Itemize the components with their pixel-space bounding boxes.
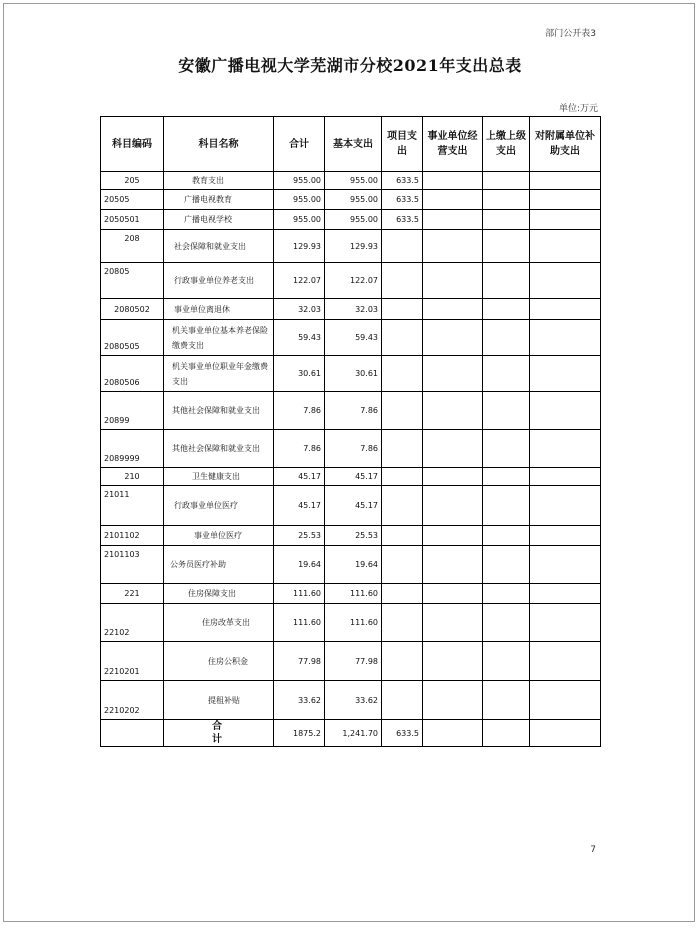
row-name: 事业单位医疗 — [164, 526, 274, 546]
row-project — [382, 230, 423, 263]
row-operating — [423, 642, 483, 681]
row-project: 633.5 — [382, 210, 423, 230]
row-code: 21011 — [101, 486, 164, 526]
row-operating — [423, 584, 483, 604]
row-total: 7.86 — [274, 392, 325, 430]
row-name: 行政事业单位养老支出 — [164, 263, 274, 299]
row-project — [382, 430, 423, 468]
row-code: 20505 — [101, 190, 164, 210]
row-basic: 111.60 — [325, 584, 382, 604]
row-remit-superior — [483, 604, 530, 642]
total-code-empty — [101, 720, 164, 747]
table-row — [101, 430, 601, 468]
row-subsidiary-subsidy — [530, 210, 601, 230]
row-operating — [423, 172, 483, 190]
row-project: 633.5 — [382, 190, 423, 210]
row-basic: 25.53 — [325, 526, 382, 546]
column-header: 对附属单位补助支出 — [530, 117, 601, 172]
row-remit-superior — [483, 392, 530, 430]
column-header: 合计 — [274, 117, 325, 172]
row-remit-superior — [483, 526, 530, 546]
total-project: 633.5 — [382, 720, 423, 747]
row-project — [382, 546, 423, 584]
column-header: 项目支出 — [382, 117, 423, 172]
total-basic: 1,241.70 — [325, 720, 382, 747]
row-project — [382, 486, 423, 526]
row-total: 25.53 — [274, 526, 325, 546]
table-row — [101, 299, 601, 320]
row-basic: 45.17 — [325, 468, 382, 486]
row-basic: 955.00 — [325, 172, 382, 190]
row-code: 221 — [101, 584, 164, 604]
row-total: 111.60 — [274, 604, 325, 642]
row-basic: 30.61 — [325, 356, 382, 392]
row-subsidiary-subsidy — [530, 526, 601, 546]
row-total: 111.60 — [274, 584, 325, 604]
table-row — [101, 263, 601, 299]
row-name: 卫生健康支出 — [164, 468, 274, 486]
row-basic: 32.03 — [325, 299, 382, 320]
row-remit-superior — [483, 210, 530, 230]
row-total: 59.43 — [274, 320, 325, 356]
row-total: 129.93 — [274, 230, 325, 263]
total-label: 合计 — [164, 720, 274, 747]
row-code: 2089999 — [101, 430, 164, 468]
unit-label: 单位:万元 — [558, 104, 598, 114]
row-subsidiary-subsidy — [530, 392, 601, 430]
row-remit-superior — [483, 263, 530, 299]
total-operating — [423, 720, 483, 747]
row-code: 2080506 — [101, 356, 164, 392]
row-total: 19.64 — [274, 546, 325, 584]
total-remit-superior — [483, 720, 530, 747]
table-row — [101, 392, 601, 430]
total-row — [101, 720, 601, 747]
table-row — [101, 604, 601, 642]
row-total: 7.86 — [274, 430, 325, 468]
row-total: 122.07 — [274, 263, 325, 299]
expense-table — [100, 116, 601, 747]
table-header-row — [101, 117, 601, 172]
row-remit-superior — [483, 190, 530, 210]
row-name: 机关事业单位职业年金缴费支出 — [164, 356, 274, 392]
row-operating — [423, 356, 483, 392]
row-remit-superior — [483, 584, 530, 604]
row-code: 20805 — [101, 263, 164, 299]
row-basic: 955.00 — [325, 210, 382, 230]
row-total: 45.17 — [274, 486, 325, 526]
table-row — [101, 546, 601, 584]
table-row — [101, 468, 601, 486]
row-name: 住房改革支出 — [164, 604, 274, 642]
row-name: 广播电视学校 — [164, 210, 274, 230]
row-name: 提租补贴 — [164, 681, 274, 720]
row-project — [382, 526, 423, 546]
row-code: 2210202 — [101, 681, 164, 720]
row-code: 205 — [101, 172, 164, 190]
table-row — [101, 172, 601, 190]
row-total: 955.00 — [274, 210, 325, 230]
row-basic: 955.00 — [325, 190, 382, 210]
row-subsidiary-subsidy — [530, 546, 601, 584]
table-row — [101, 584, 601, 604]
row-subsidiary-subsidy — [530, 681, 601, 720]
row-project — [382, 263, 423, 299]
row-project — [382, 299, 423, 320]
row-name: 机关事业单位基本养老保险缴费支出 — [164, 320, 274, 356]
row-operating — [423, 190, 483, 210]
row-subsidiary-subsidy — [530, 468, 601, 486]
row-basic: 45.17 — [325, 486, 382, 526]
row-basic: 59.43 — [325, 320, 382, 356]
row-subsidiary-subsidy — [530, 172, 601, 190]
table-row — [101, 642, 601, 681]
row-total: 45.17 — [274, 468, 325, 486]
page-number: 7 — [590, 845, 596, 855]
row-code: 2101102 — [101, 526, 164, 546]
row-operating — [423, 486, 483, 526]
row-name: 住房保障支出 — [164, 584, 274, 604]
row-subsidiary-subsidy — [530, 230, 601, 263]
row-total: 30.61 — [274, 356, 325, 392]
column-header: 上缴上级支出 — [483, 117, 530, 172]
row-operating — [423, 263, 483, 299]
row-basic: 122.07 — [325, 263, 382, 299]
row-total: 77.98 — [274, 642, 325, 681]
row-basic: 129.93 — [325, 230, 382, 263]
row-subsidiary-subsidy — [530, 356, 601, 392]
row-remit-superior — [483, 172, 530, 190]
table-row — [101, 190, 601, 210]
table-row — [101, 681, 601, 720]
row-remit-superior — [483, 230, 530, 263]
row-operating — [423, 299, 483, 320]
row-project — [382, 681, 423, 720]
row-subsidiary-subsidy — [530, 299, 601, 320]
row-remit-superior — [483, 642, 530, 681]
document-title: 安徽广播电视大学芜湖市分校2021年支出总表 — [178, 56, 522, 75]
row-operating — [423, 546, 483, 584]
row-project — [382, 604, 423, 642]
row-basic: 77.98 — [325, 642, 382, 681]
row-subsidiary-subsidy — [530, 320, 601, 356]
row-operating — [423, 230, 483, 263]
table-row — [101, 230, 601, 263]
row-subsidiary-subsidy — [530, 430, 601, 468]
row-name: 行政事业单位医疗 — [164, 486, 274, 526]
row-code: 208 — [101, 230, 164, 263]
table-row — [101, 320, 601, 356]
row-remit-superior — [483, 468, 530, 486]
row-total: 33.62 — [274, 681, 325, 720]
row-remit-superior — [483, 356, 530, 392]
total-subsidiary-subsidy — [530, 720, 601, 747]
row-basic: 111.60 — [325, 604, 382, 642]
row-subsidiary-subsidy — [530, 584, 601, 604]
row-total: 955.00 — [274, 172, 325, 190]
row-project — [382, 584, 423, 604]
row-subsidiary-subsidy — [530, 190, 601, 210]
row-operating — [423, 430, 483, 468]
row-project — [382, 356, 423, 392]
row-code: 20899 — [101, 392, 164, 430]
row-basic: 7.86 — [325, 430, 382, 468]
table-row — [101, 526, 601, 546]
column-header: 科目名称 — [164, 117, 274, 172]
row-operating — [423, 604, 483, 642]
row-basic: 19.64 — [325, 546, 382, 584]
row-total: 32.03 — [274, 299, 325, 320]
row-code: 2080505 — [101, 320, 164, 356]
row-project — [382, 320, 423, 356]
row-operating — [423, 392, 483, 430]
table-row — [101, 356, 601, 392]
header-tag: 部门公开表3 — [545, 29, 596, 39]
row-code: 22102 — [101, 604, 164, 642]
row-name: 事业单位离退休 — [164, 299, 274, 320]
row-total: 955.00 — [274, 190, 325, 210]
row-basic: 7.86 — [325, 392, 382, 430]
row-subsidiary-subsidy — [530, 486, 601, 526]
row-operating — [423, 526, 483, 546]
row-subsidiary-subsidy — [530, 642, 601, 681]
row-name: 社会保障和就业支出 — [164, 230, 274, 263]
row-code: 2080502 — [101, 299, 164, 320]
row-code: 2050501 — [101, 210, 164, 230]
column-header: 科目编码 — [101, 117, 164, 172]
row-name: 公务员医疗补助 — [164, 546, 274, 584]
row-code: 210 — [101, 468, 164, 486]
table-row — [101, 486, 601, 526]
row-remit-superior — [483, 320, 530, 356]
row-code: 2210201 — [101, 642, 164, 681]
row-project — [382, 392, 423, 430]
row-subsidiary-subsidy — [530, 263, 601, 299]
row-remit-superior — [483, 486, 530, 526]
row-project — [382, 642, 423, 681]
row-project: 633.5 — [382, 172, 423, 190]
row-name: 广播电视教育 — [164, 190, 274, 210]
row-name: 其他社会保障和就业支出 — [164, 430, 274, 468]
row-remit-superior — [483, 546, 530, 584]
row-remit-superior — [483, 430, 530, 468]
row-operating — [423, 468, 483, 486]
row-operating — [423, 320, 483, 356]
row-operating — [423, 210, 483, 230]
row-name: 住房公积金 — [164, 642, 274, 681]
row-remit-superior — [483, 681, 530, 720]
table-row — [101, 210, 601, 230]
total-total: 1875.2 — [274, 720, 325, 747]
row-name: 教育支出 — [164, 172, 274, 190]
row-remit-superior — [483, 299, 530, 320]
row-operating — [423, 681, 483, 720]
column-header: 基本支出 — [325, 117, 382, 172]
row-subsidiary-subsidy — [530, 604, 601, 642]
row-name: 其他社会保障和就业支出 — [164, 392, 274, 430]
column-header: 事业单位经营支出 — [423, 117, 483, 172]
row-basic: 33.62 — [325, 681, 382, 720]
row-code: 2101103 — [101, 546, 164, 584]
row-project — [382, 468, 423, 486]
